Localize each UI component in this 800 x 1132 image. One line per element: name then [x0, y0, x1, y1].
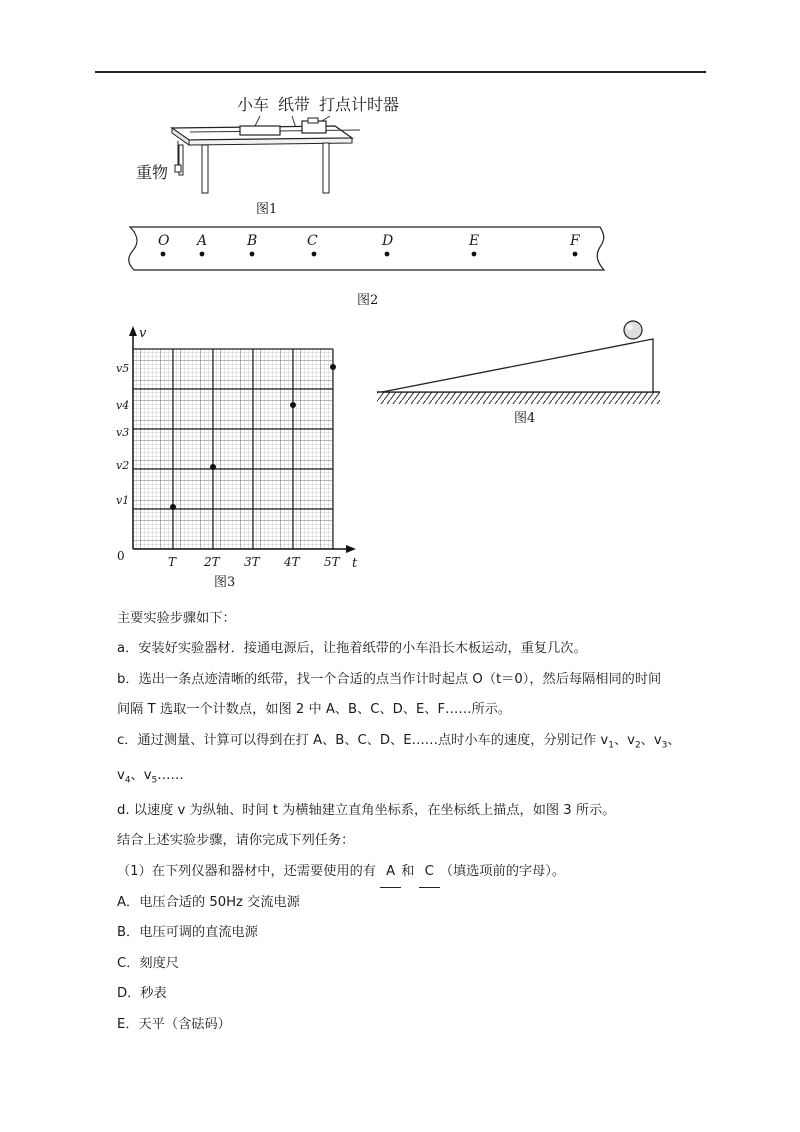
answer-blank-2[interactable]: C [419, 857, 440, 888]
option-c: C．刻度尺 [117, 955, 179, 971]
data-point-3 [290, 402, 296, 408]
figure3-caption: 图3 [214, 575, 236, 590]
data-point-1 [170, 504, 176, 510]
step-d: d. 以速度 v 为纵轴、时间 t 为横轴建立直角坐标系，在坐标纸上描点，如图 3 所示。 [117, 802, 616, 818]
figure3 [116, 326, 358, 590]
option-e: E．天平（含砝码） [117, 1016, 231, 1032]
tape-label-e: E [469, 233, 480, 249]
steps-heading: 主要实验步骤如下： [117, 611, 236, 626]
graph-mid-grid [133, 349, 333, 549]
origin-label: 0 [117, 549, 125, 563]
figure4 [377, 321, 660, 426]
y-tick-label-v5: v5 [116, 362, 130, 375]
ticker-top [308, 118, 318, 123]
tape-dot-f [573, 252, 578, 257]
tape-label-b: B [247, 233, 258, 249]
incline [382, 339, 653, 392]
label-weight: 重物 [136, 163, 169, 182]
ball [624, 321, 642, 339]
figure2-caption: 图2 [357, 293, 379, 308]
y-tick-labels [116, 362, 129, 507]
option-d: D．秒表 [117, 986, 167, 1002]
tape-label-d: D [382, 233, 394, 249]
tape-label-o: O [158, 233, 170, 249]
tape-dot-d [385, 252, 390, 257]
table-leg [202, 145, 208, 193]
tape-label-c: C [307, 233, 318, 249]
x-tick-label: 5T [324, 555, 340, 569]
y-axis-label: v [139, 326, 147, 341]
label-tape: 纸带 [278, 95, 311, 114]
label-timer: 打点计时器 [319, 95, 400, 114]
tape-dot-o [161, 252, 166, 257]
task-intro: 结合上述实验步骤，请你完成下列任务： [117, 833, 355, 849]
figure1 [136, 95, 399, 217]
y-tick-label-v2: v2 [116, 459, 130, 472]
x-tick-label: 3T [244, 555, 260, 569]
weight-block [175, 165, 181, 172]
option-b: B．电压可调的直流电源 [117, 925, 258, 941]
table-leg [323, 143, 329, 193]
answer-blank-1[interactable]: A [380, 857, 401, 888]
y-tick-label-v1: v1 [116, 494, 130, 507]
tape-label-a: A [197, 233, 208, 249]
tape-dot-e [472, 252, 477, 257]
question-1: （1）在下列仪器和器材中，还需要使用的有 A 和 C （填选项前的字母）。 [117, 857, 717, 888]
x-tick-label: 2T [204, 555, 220, 569]
step-b-line1: b．选出一条点迹清晰的纸带，找一个合适的点当作计时起点 O（t＝0），然后每隔相同的时间 [117, 671, 662, 687]
tape-dot-c [312, 252, 317, 257]
ground-hatch [377, 392, 660, 404]
y-tick-label-v4: v4 [116, 399, 130, 412]
ball-highlight [627, 324, 633, 330]
x-axis-arrow [346, 545, 356, 553]
data-point-4 [330, 364, 336, 370]
data-point-2 [210, 464, 216, 470]
figure1-caption: 图1 [256, 202, 278, 217]
step-c-line2: $v_4$、$v_5\dots\dots$ [117, 767, 184, 786]
y-tick-label-v3: v3 [116, 426, 130, 439]
step-c-line1: c．通过测量、计算可以得到在打 A、B、C、D、E……点时小车的速度，分别记作 $v_1$、$v_2$、$v_3$、 [117, 732, 681, 751]
figure4-caption: 图4 [514, 411, 536, 426]
step-a: a．安装好实验器材．接通电源后，让拖着纸带的小车沿长木板运动，重复几次。 [117, 641, 587, 657]
y-axis-arrow [129, 326, 137, 336]
step-b-line2: 间隔 T 选取一个计数点，如图 2 中 A、B、C、D、E、F……所示。 [117, 702, 512, 718]
x-tick-label: 4T [284, 555, 300, 569]
x-tick-label: T [168, 555, 177, 569]
tape-dot-a [200, 252, 205, 257]
tape-label-f: F [570, 233, 580, 249]
option-a: A．电压合适的 50Hz 交流电源 [117, 894, 300, 910]
question-text [117, 604, 717, 1040]
label-car: 小车 [237, 95, 270, 114]
figure2 [129, 227, 604, 308]
cart [240, 126, 280, 135]
tape-dot-b [250, 252, 255, 257]
x-axis-label: t [352, 556, 358, 571]
